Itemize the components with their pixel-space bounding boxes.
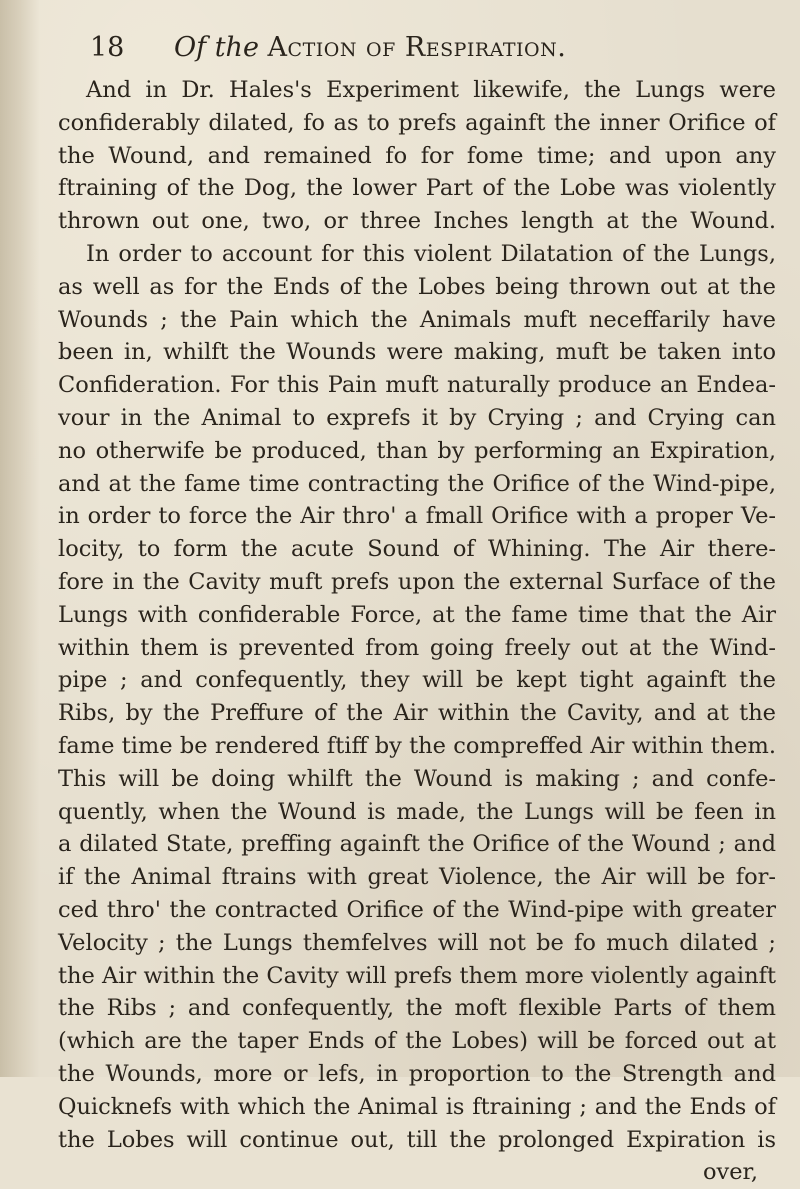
text-line: confiderably dilated, fo as to prefs againft the inner Orifice of — [58, 109, 776, 136]
text-line: Ribs, by the Preffure of the Air within the Cavity, and at the — [58, 700, 776, 727]
text-line: the Air within the Cavity will prefs them more violently againft — [58, 962, 776, 989]
text-line: ftraining of the Dog, the lower Part of the Lobe was violently — [58, 175, 776, 202]
text-line: within them is prevented from going freely out at the Wind- — [58, 634, 776, 661]
body-text — [58, 74, 776, 1189]
text-line: if the Animal ftrains with great Violence, the Air will be for- — [58, 864, 776, 891]
text-line: the Ribs ; and confequently, the moft flexible Parts of them — [58, 995, 776, 1022]
text-line: Velocity ; the Lungs themfelves will not be fo much dilated ; — [58, 929, 776, 956]
page-number: 18 — [90, 32, 125, 63]
page-gutter-shadow — [0, 0, 40, 1077]
text-line: In order to account for this violent Dilatation of the Lungs, — [86, 240, 776, 267]
text-line: and at the fame time contracting the Orifice of the Wind-pipe, — [58, 470, 776, 497]
text-line: This will be doing whilft the Wound is making ; and confe- — [58, 765, 776, 792]
text-line: And in Dr. Hales's Experiment likewife, the Lungs were — [86, 77, 776, 103]
running-title — [174, 28, 566, 68]
text-line: fame time be rendered ftiff by the compreffed Air within them. — [58, 732, 776, 759]
text-line: vour in the Animal to exprefs it by Crying ; and Crying can — [58, 404, 776, 431]
text-line: the Lobes will continue out, till the prolonged Expiration is — [58, 1126, 776, 1153]
text-line: fore in the Cavity muft prefs upon the external Surface of the — [58, 568, 776, 595]
text-line: the Wound, and remained fo for fome time; and upon any — [58, 142, 776, 169]
text-line: Quicknefs with which the Animal is ftraining ; and the Ends of — [58, 1093, 776, 1120]
text-line: ced thro' the contracted Orifice of the Wind-pipe with greater — [58, 896, 776, 923]
text-line: no otherwife be produced, than by performing an Expiration, — [58, 437, 776, 464]
text-line: Wounds ; the Pain which the Animals muft neceffarily have — [58, 306, 776, 333]
text-line: a dilated State, preffing againft the Orifice of the Wound ; and — [58, 831, 776, 858]
text-line: pipe ; and confequently, they will be kept tight againft the — [58, 667, 776, 694]
running-header — [90, 28, 780, 68]
text-line: been in, whilft the Wounds were making, muft be taken into — [58, 339, 776, 366]
text-line: thrown out one, two, or three Inches length at the Wound. — [58, 208, 776, 235]
text-line: Confideration. For this Pain muft naturally produce an Endea- — [58, 372, 776, 399]
catchword: over, — [702, 1159, 758, 1186]
text-line: the Wounds, more or lefs, in proportion to the Strength and — [58, 1060, 776, 1087]
text-line: quently, when the Wound is made, the Lungs will be feen in — [58, 798, 776, 825]
text-line: in order to force the Air thro' a fmall Orifice with a proper Ve- — [58, 503, 776, 530]
text-line: as well as for the Ends of the Lobes being thrown out at the — [58, 273, 776, 300]
text-line: Lungs with confiderable Force, at the fame time that the Air — [58, 601, 776, 628]
running-title-smallcaps: Action of Respiration. — [267, 32, 567, 63]
text-line: locity, to form the acute Sound of Whining. The Air there- — [58, 536, 776, 563]
text-line: (which are the taper Ends of the Lobes) will be forced out at — [58, 1028, 776, 1055]
running-title-italic: Of the — [174, 32, 259, 63]
